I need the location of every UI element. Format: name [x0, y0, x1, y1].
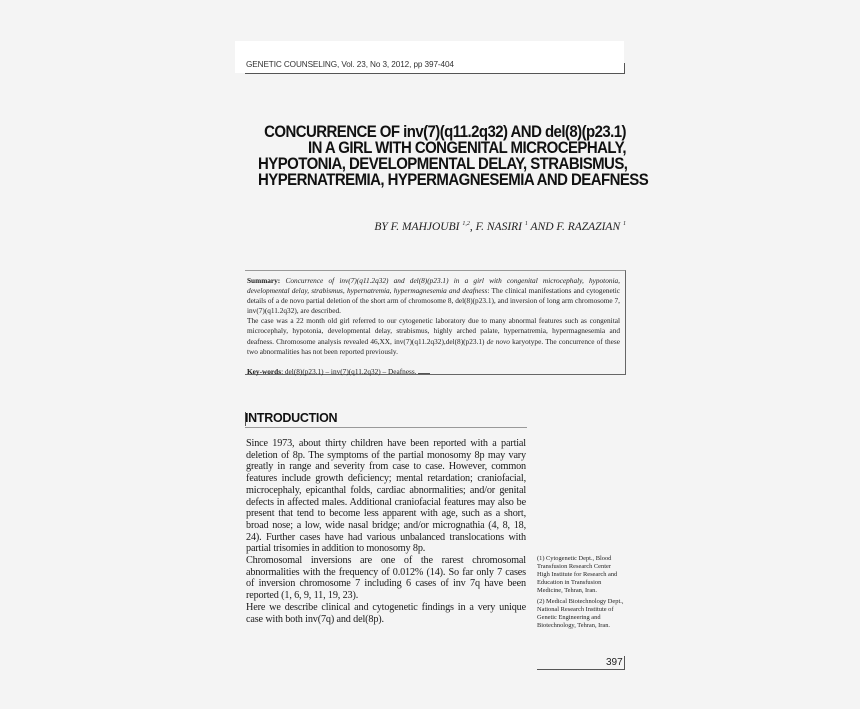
- affiliation-sup: 1: [524, 221, 528, 228]
- header-rule-corner: [624, 63, 625, 74]
- summary-intro: : The clinical manifestations and cytogenetic details of a de novo partial deletion of the short arm of chromosome 8, del(8)(p23.1), and inversion of long arm chromosome 7, inv(7)(q11.2q32), are described.: [247, 286, 620, 316]
- body-paragraph: Here we describe clinical and cytogenetic findings in a very unique case with both inv(7q) and del(8p).: [246, 601, 526, 625]
- summary-case: [247, 316, 620, 356]
- summary-label: Summary:: [247, 276, 281, 285]
- author-1: BY F. MAHJOUBI: [374, 221, 460, 233]
- title-line: HYPERNATREMIA, HYPERMAGNESEMIA AND DEAFNESS: [258, 171, 649, 189]
- body-paragraph: Chromosomal inversions are one of the rarest chromosomal abnormalities with the frequency of 0.012% (14). So far only 7 cases of inversion chromosome 7 including 6 cases of inv 7q have been reported (1, 6, 9, 11, 19, 23).: [246, 555, 526, 602]
- author-line: [374, 221, 626, 233]
- article-title: [258, 123, 649, 189]
- keywords-label: Key-words: [247, 366, 282, 376]
- affiliation-sup: 1: [623, 221, 626, 228]
- keywords-list: : del(8)(p23.1) – inv(7)(q11.2q32) – Deafness.: [281, 366, 417, 376]
- keywords: [247, 367, 620, 377]
- footnote: (2) Medical Biotechnology Dept., National Research Institute of Genetic Engineering and Biotechnology, Tehran, Iran.: [537, 598, 624, 629]
- title-line: CONCURRENCE OF inv(7)(q11.2q32) AND del(8)(p23.1): [264, 123, 626, 141]
- header-rule: [245, 73, 625, 74]
- author-2: , F. NASIRI: [469, 221, 523, 233]
- footnote: (1) Cytogenetic Dept., Blood Transfusion Research Center High Institute for Research and Education in Transfusion Medicine, Tehran, Iran.: [537, 555, 618, 594]
- summary-case-end: karyotype. The concurrence of these two abnormalities has not been reported previously.: [247, 336, 620, 356]
- page-number-rule-corner: [624, 656, 625, 669]
- section-heading-rule: [245, 427, 527, 428]
- author-3: AND F. RAZAZIAN: [527, 221, 621, 233]
- body-paragraph: Since 1973, about thirty children have been reported with a partial deletion of 8p. The symptoms of the partial monosomy 8p may vary greatly in range and severity from case to case. However, common features include growth deficiency; mental retardation; craniofacial, microcephaly, epicanthal folds, cardiac abnormalities; and/or genital defects in affected males. Additional craniofacial features may also be present that tend to become less apparent with age, such as a short, broad nose; a low, wide nasal bridge; and/or micrognathia (4, 8, 18, 24). Further cases have had various unbalanced translocations with partial trisomies in addition to monosomy 8p.: [246, 438, 526, 555]
- journal-citation: GENETIC COUNSELING, Vol. 23, No 3, 2012, pp 397-404: [246, 60, 454, 69]
- summary-paragraph: [247, 276, 620, 316]
- page-number: 397: [606, 657, 623, 668]
- summary-de-novo: de novo: [486, 336, 510, 346]
- summary-title: Concurrence of inv(7)(q11.2q32) and del(8)(p23.1) in a girl with congenital microcephaly, hypotonia, developmental delay, strabismus, hypernatremia, hypermagnesemia and deafness: [247, 276, 620, 296]
- section-heading-introduction: INTRODUCTION: [245, 411, 338, 425]
- title-line: IN A GIRL WITH CONGENITAL MICROCEPHALY,: [307, 139, 626, 157]
- introduction-body: [246, 438, 526, 625]
- affiliation-footnotes: [537, 555, 625, 633]
- page-number-rule: [537, 669, 625, 670]
- affiliation-sup: 1,2: [462, 221, 470, 228]
- summary-case-text: The case was a 22 month old girl referred to our cytogenetic laboratory due to many abnormal features such as congenital microcephaly, hypotonia, developmental delay, strabismus, highly arched palate, hypernatremia, hypermagnesemia and deafness. Chromosome analysis revealed 46,XX, inv(7)(q11.2q32),del(8)(p23.1): [247, 316, 620, 346]
- title-line: HYPOTONIA, DEVELOPMENTAL DELAY, STRABISMUS,: [258, 155, 628, 173]
- keywords-rule: [418, 373, 430, 374]
- summary: [247, 276, 620, 377]
